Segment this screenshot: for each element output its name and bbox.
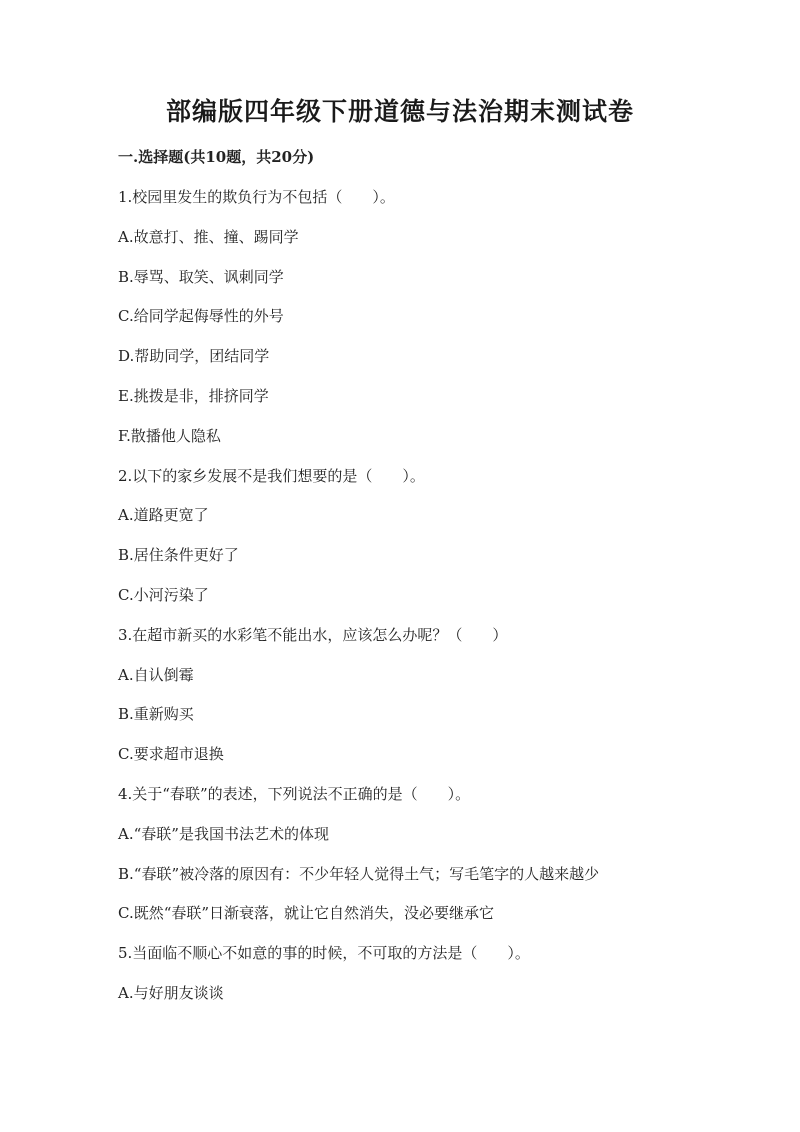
question-1-option-d: D.帮助同学，团结同学 (118, 347, 270, 366)
question-3-option-b: B.重新购买 (118, 705, 194, 724)
question-2-option-a: A.道路更宽了 (118, 506, 209, 525)
question-1-option-f: F.散播他人隐私 (118, 426, 221, 445)
question-3-option-c: C.要求超市退换 (118, 745, 224, 764)
question-4-option-a: A.“春联”是我国书法艺术的体现 (118, 824, 329, 843)
question-2-option-c: C.小河污染了 (118, 585, 209, 604)
question-1: 1.校园里发生的欺负行为不包括（ ）。 (118, 188, 395, 206)
exam-title: 部编版四年级下册道德与法治期末测试卷 (165, 97, 634, 126)
question-5-option-a: A.与好朋友谈谈 (118, 983, 224, 1002)
question-3-option-a: A.自认倒霉 (118, 665, 194, 684)
question-1-option-c: C.给同学起侮辱性的外号 (118, 307, 284, 326)
question-1-option-a: A.故意打、推、撞、踢同学 (118, 227, 299, 246)
question-3: 3.在超市新买的水彩笔不能出水，应该怎么办呢？（ ） (118, 625, 508, 644)
question-2-option-b: B.居住条件更好了 (118, 546, 239, 565)
question-1-option-b: B.辱骂、取笑、讽刺同学 (118, 267, 284, 286)
question-5: 5.当面临不顺心不如意的事的时候，不可取的方法是（ ）。 (118, 944, 530, 963)
question-1-option-e: E.挑拨是非，排挤同学 (118, 386, 269, 405)
question-4-option-c: C.既然“春联”日渐衰落，就让它自然消失，没必要继承它 (118, 904, 495, 923)
question-4-option-b: B.“春联”被冷落的原因有：不少年轻人觉得土气；写毛笔字的人越来越少 (118, 864, 600, 883)
question-4: 4.关于“春联”的表述，下列说法不正确的是（ ）。 (118, 784, 471, 803)
exam-content (118, 144, 718, 1020)
question-2: 2.以下的家乡发展不是我们想要的是（ ）。 (118, 466, 425, 485)
section-heading: 一.选择题(共10题，共20分) (118, 148, 315, 166)
